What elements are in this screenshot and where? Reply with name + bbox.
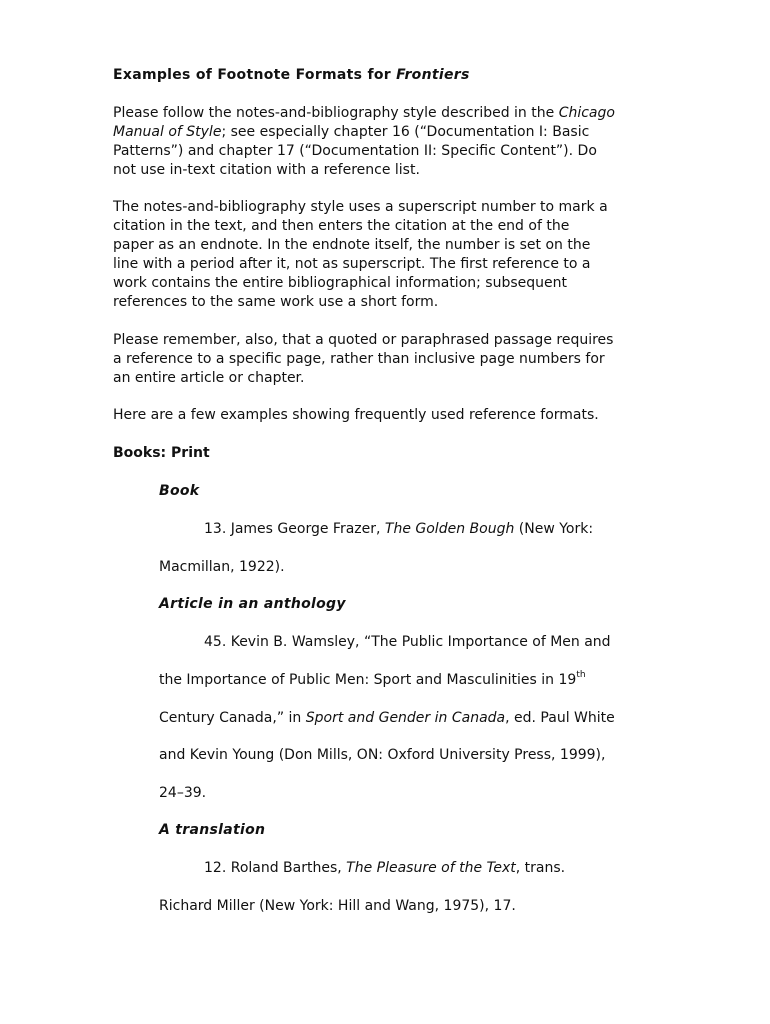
title-journal-name: Frontiers bbox=[396, 67, 470, 83]
footnote-line: and Kevin Young (Don Mills, ON: Oxford University Press, 1999), bbox=[159, 747, 606, 763]
footnote-line: 13. James George Frazer, The Golden Bough (New York: bbox=[204, 521, 594, 537]
paragraph-style-guide: Please follow the notes-and-bibliography style described in the Chicago Manual of Style; see especially chapter 16 (“Documentation I: Basic Patterns”) and chapter 17 (“Documentation II: Specific Content”). Do not use in-text citation with a reference list. bbox=[113, 105, 615, 178]
paragraph-examples-intro: Here are a few examples showing frequently used reference formats. bbox=[113, 407, 599, 423]
footnote-line: 24–39. bbox=[159, 785, 207, 801]
section-heading-books-print: Books: Print bbox=[113, 445, 210, 461]
example-heading-anthology: Article in an anthology bbox=[159, 596, 346, 612]
footnote-line: 45. Kevin B. Wamsley, “The Public Importance of Men and bbox=[204, 634, 611, 650]
footnote-line: Macmillan, 1922). bbox=[159, 559, 285, 575]
paragraph-page-references: Please remember, also, that a quoted or paraphrased passage requires a reference to a specific page, rather than inclusive page numbers for an entire article or chapter. bbox=[113, 332, 614, 386]
footnote-line: Richard Miller (New York: Hill and Wang, 1975), 17. bbox=[159, 898, 516, 914]
footnote-line: the Importance of Public Men: Sport and Masculinities in 19th bbox=[159, 670, 586, 688]
example-heading-book: Book bbox=[159, 483, 200, 499]
footnote-line: 12. Roland Barthes, The Pleasure of the Text, trans. bbox=[204, 860, 566, 876]
paragraph-notes-style: The notes-and-bibliography style uses a superscript number to mark a citation in the text, and then enters the citation at the end of the paper as an endnote. In the endnote itself, the number is set on the line with a period after it, not as superscript. The first reference to a work contains the entire bibliographical information; subsequent references to the same work use a short form. bbox=[113, 199, 608, 310]
page-title: Examples of Footnote Formats for Frontiers bbox=[113, 67, 470, 83]
footnote-line: Century Canada,” in Sport and Gender in Canada, ed. Paul White bbox=[159, 710, 615, 726]
example-heading-translation: A translation bbox=[159, 822, 266, 838]
